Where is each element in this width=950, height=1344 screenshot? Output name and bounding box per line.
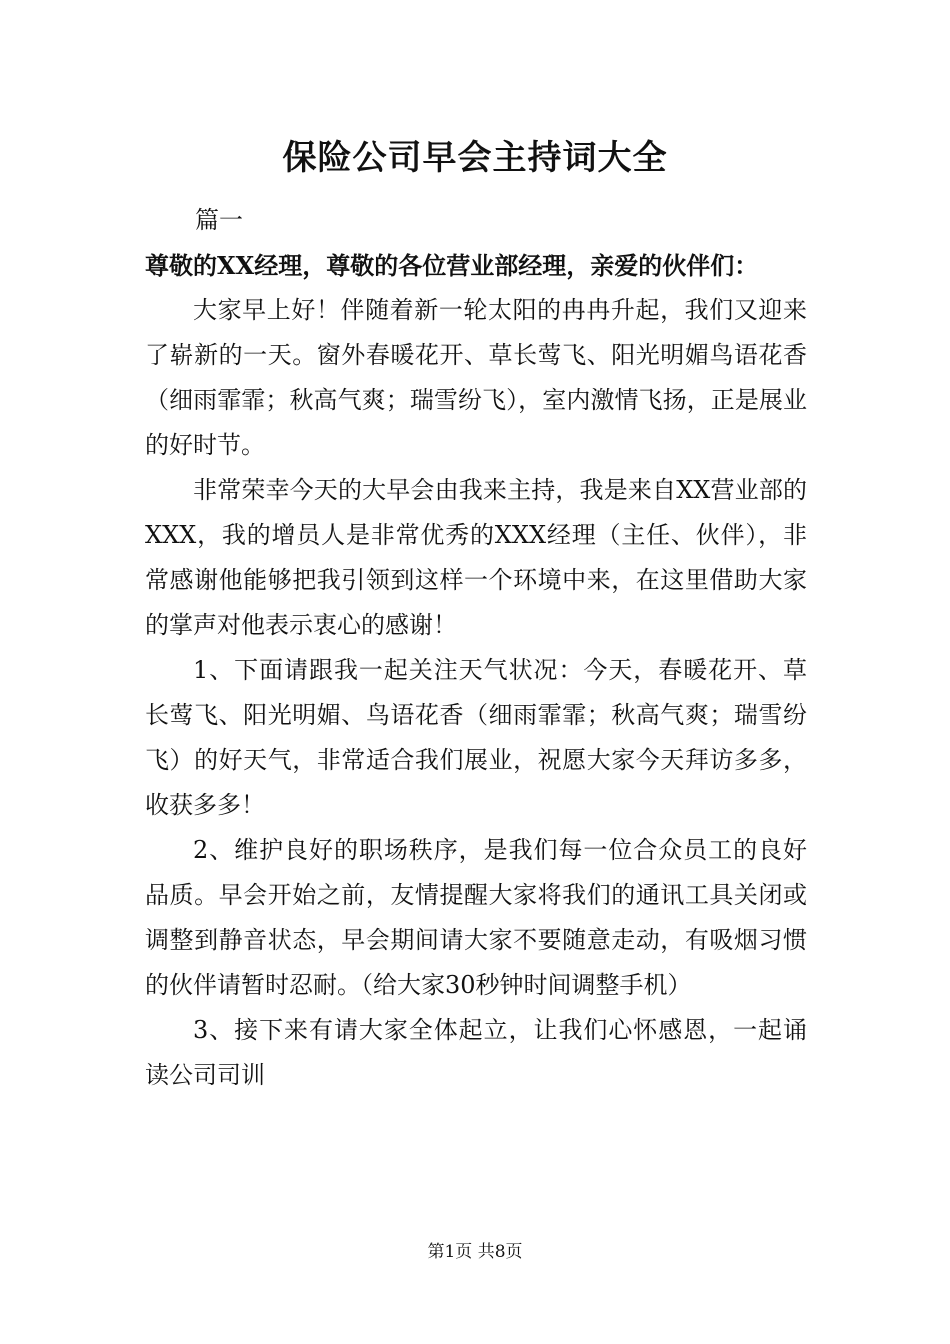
page-footer: 第1页 共8页 (427, 1242, 523, 1262)
paragraph: 1、下面请跟我一起关注天气状况：今天，春暖花开、草长莺飞、阳光明媚、鸟语花香（细雨霏霏；秋高气爽；瑞雪纷飞）的好天气，非常适合我们展业，祝愿大家今天拜访多多，收获多多！ (145, 656, 807, 819)
document-title: 保险公司早会主持词大全 (282, 138, 668, 178)
paragraph: 大家早上好！伴随着新一轮太阳的冉冉升起，我们又迎来了崭新的一天。窗外春暖花开、草长莺飞、阳光明媚鸟语花香（细雨霏霏；秋高气爽；瑞雪纷飞），室内激情飞扬，正是展业的好时节。 (145, 296, 807, 459)
chapter-label: 篇一 (195, 206, 243, 234)
document-body (145, 198, 807, 1098)
salutation: 尊敬的XX经理，尊敬的各位营业部经理，亲爱的伙伴们： (145, 251, 759, 280)
paragraph: 非常荣幸今天的大早会由我来主持，我是来自XX营业部的XXX，我的增员人是非常优秀的XXX经理（主任、伙伴），非常感谢他能够把我引领到这样一个环境中来，在这里借助大家的掌声对他表示衷心的感谢！ (145, 476, 807, 639)
paragraph: 3、接下来有请大家全体起立，让我们心怀感恩，一起诵读公司司训 (145, 1016, 807, 1089)
paragraph: 2、维护良好的职场秩序，是我们每一位合众员工的良好品质。早会开始之前，友情提醒大家将我们的通讯工具关闭或调整到静音状态，早会期间请大家不要随意走动，有吸烟习惯的伙伴请暂时忍耐。（给大家30秒钟时间调整手机） (145, 836, 807, 999)
